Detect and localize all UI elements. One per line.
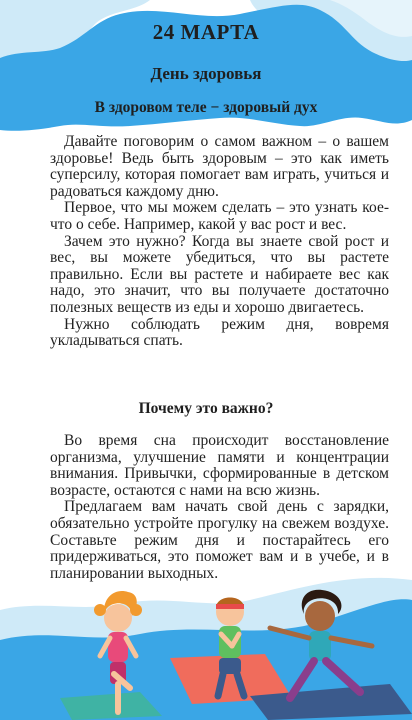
page-subtitle: В здоровом теле − здоровый дух xyxy=(94,99,318,116)
kid-right xyxy=(270,590,372,698)
mat-left xyxy=(60,692,162,720)
page-title: День здоровья xyxy=(150,64,262,83)
date-heading: 24 МАРТА xyxy=(152,20,260,44)
section-heading-why: Почему это важно? xyxy=(138,400,274,417)
kids-yoga-illustration xyxy=(0,588,412,720)
intro-paragraph: Первое, что мы можем сделать – это узнать кое-что о себе. Например, какой у вас рост и вес. xyxy=(50,199,389,233)
why-paragraph: Во время сна происходит восстановление организма, улучшение памяти и концентрации внимания. Привычки, сформированные в детском возрасте, остаются с нами на всю жизнь. xyxy=(50,432,389,499)
intro-paragraph: Зачем это нужно? Когда вы знаете свой рост и вес, вы можете убедиться, что вы растете правильно. Если вы растете и набираете вес как надо, это значит, что вы получаете достаточно полезных веществ из еды и хорошо двигаетесь. xyxy=(50,232,389,316)
intro-paragraph: Нужно соблюдать режим дня, вовремя укладываться спать. xyxy=(50,315,389,350)
intro-paragraph: Давайте поговорим о самом важном – о вашем здоровье! Ведь быть здоровым – это как иметь суперсилу, которая помогает вам играть, учиться и радоваться каждому дню. xyxy=(50,133,389,200)
intro-text xyxy=(50,134,389,350)
why-text xyxy=(50,433,389,582)
why-paragraph: Предлагаем вам начать свой день с зарядки, обязательно устройте прогулку на свежем воздухе. Составьте режим дня и постарайтесь его придерживаться, это поможет вам и в учебе, и в планировании выходных. xyxy=(50,498,389,582)
